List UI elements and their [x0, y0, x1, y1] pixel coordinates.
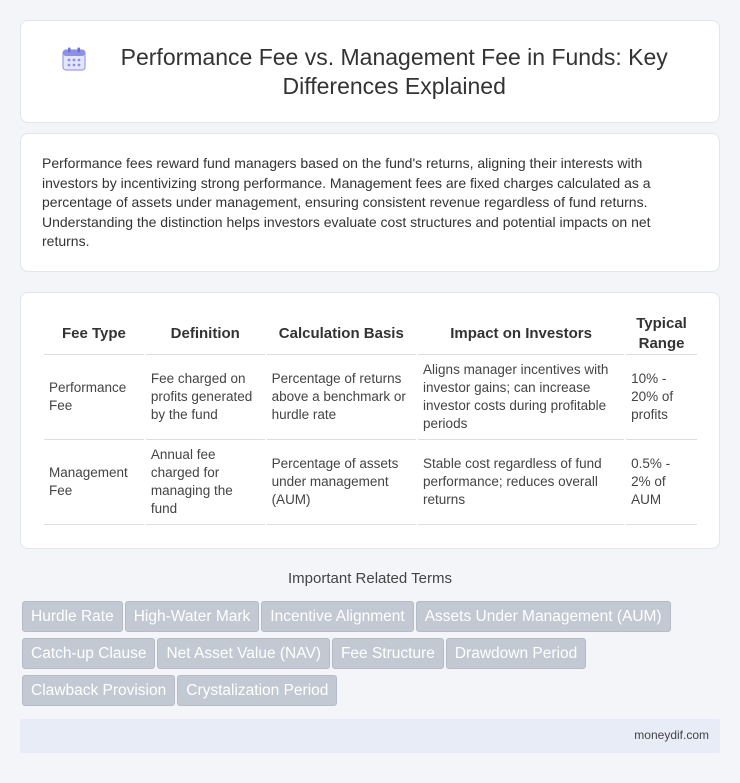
footer — [20, 719, 720, 753]
cell-typical-range: 0.5% - 2% of AUM — [626, 440, 697, 525]
tag-assets-under-management[interactable]: Assets Under Management (AUM) — [416, 601, 671, 632]
cell-definition: Fee charged on profits generated by the fund — [146, 355, 265, 440]
footer-site-link[interactable]: moneydif.com — [634, 728, 709, 742]
cell-fee-type: Performance Fee — [44, 355, 144, 440]
cell-typical-range: 10% - 20% of profits — [626, 355, 697, 440]
title-wrap — [21, 43, 719, 101]
table-row — [44, 355, 697, 440]
header-definition: Definition — [146, 313, 265, 355]
table-header-row — [44, 313, 697, 355]
tag-catch-up-clause[interactable]: Catch-up Clause — [22, 638, 155, 669]
tag-fee-structure[interactable]: Fee Structure — [332, 638, 444, 669]
header-calculation-basis: Calculation Basis — [267, 313, 416, 355]
header-impact-on-investors: Impact on Investors — [418, 313, 624, 355]
header-fee-type: Fee Type — [44, 313, 144, 355]
title-card — [20, 20, 720, 123]
tag-hurdle-rate[interactable]: Hurdle Rate — [22, 601, 123, 632]
table-row — [44, 440, 697, 525]
related-terms-title: Important Related Terms — [288, 570, 452, 587]
calendar-icon — [61, 46, 87, 72]
related-terms-tags — [22, 601, 712, 712]
intro-card — [20, 133, 720, 272]
page-title: Performance Fee vs. Management Fee in Funds: Key Differences Explained — [120, 44, 668, 99]
cell-definition: Annual fee charged for managing the fund — [146, 440, 265, 525]
intro-paragraph: Performance fees reward fund managers based on the fund's returns, aligning their interests with investors by incentivizing strong performance. Management fees are fixed charges calculated as a percentage of assets under management, ensuring consistent revenue regardless of fund returns. Understanding the distinction helps investors evaluate cost structures and potential impacts on net returns. — [42, 155, 651, 249]
tag-incentive-alignment[interactable]: Incentive Alignment — [261, 601, 413, 632]
comparison-table-card — [20, 292, 720, 549]
cell-impact: Stable cost regardless of fund performance; reduces overall returns — [418, 440, 624, 525]
tag-drawdown-period[interactable]: Drawdown Period — [446, 638, 586, 669]
tag-crystalization-period[interactable]: Crystalization Period — [177, 675, 337, 706]
comparison-table — [42, 313, 699, 525]
tag-high-water-mark[interactable]: High-Water Mark — [125, 601, 260, 632]
cell-fee-type: Management Fee — [44, 440, 144, 525]
header-typical-range: Typical Range — [626, 313, 697, 355]
tag-clawback-provision[interactable]: Clawback Provision — [22, 675, 175, 706]
cell-calculation-basis: Percentage of assets under management (AUM) — [267, 440, 416, 525]
tag-net-asset-value[interactable]: Net Asset Value (NAV) — [157, 638, 330, 669]
cell-impact: Aligns manager incentives with investor gains; can increase investor costs during profitable periods — [418, 355, 624, 440]
cell-calculation-basis: Percentage of returns above a benchmark or hurdle rate — [267, 355, 416, 440]
